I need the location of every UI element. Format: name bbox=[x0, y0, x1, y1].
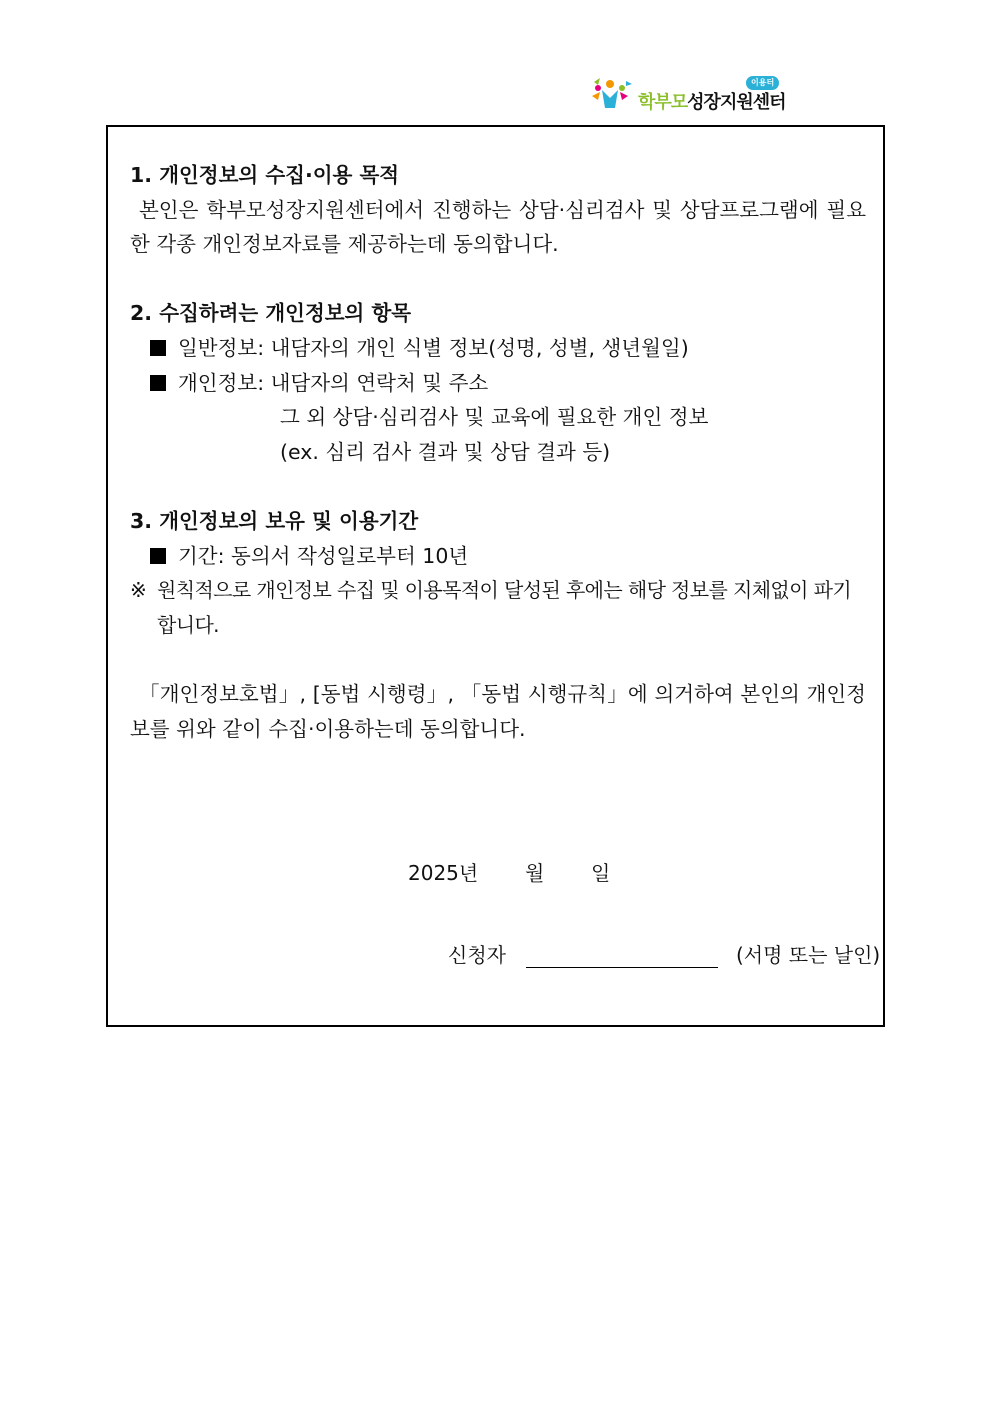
logo-text-part2: 성장지원센터 bbox=[687, 92, 786, 113]
section3-note bbox=[130, 573, 866, 642]
section2-item1-text: 일반정보: 내담자의 개인 식별 정보(성명, 성별, 생년월일) bbox=[178, 335, 689, 360]
spacer bbox=[130, 469, 866, 504]
date-day: 일 bbox=[590, 861, 611, 885]
center-logo bbox=[588, 76, 803, 118]
section2-item-general bbox=[130, 331, 866, 366]
consent-content bbox=[130, 158, 866, 746]
people-logo-icon bbox=[588, 76, 636, 116]
section1-heading: 1. 개인정보의 수집·이용 목적 bbox=[130, 163, 400, 187]
section2-heading: 2. 수집하려는 개인정보의 항목 bbox=[130, 301, 412, 326]
section2-item2-line2: 그 외 상담·심리검사 및 교육에 필요한 개인 정보 bbox=[280, 405, 709, 430]
date-month: 월 bbox=[524, 861, 545, 885]
section2-item2-text: 개인정보: 내담자의 연락처 및 주소 bbox=[178, 370, 489, 395]
section3-item1-text: 기간: 동의서 작성일로부터 10년 bbox=[178, 543, 469, 568]
signature-line bbox=[448, 939, 880, 968]
square-bullet-icon bbox=[150, 340, 166, 356]
spacer bbox=[130, 642, 866, 677]
logo-text-part1: 학부모 bbox=[638, 92, 688, 113]
signature-suffix: (서명 또는 날인) bbox=[735, 943, 881, 967]
section1-body: 본인은 학부모성장지원센터에서 진행하는 상담·심리검사 및 상담프로그램에 필요한 각종 개인정보자료를 제공하는데 동의합니다. bbox=[130, 197, 866, 257]
logo-badge: 이용터 bbox=[746, 76, 779, 90]
consent-form-box bbox=[106, 125, 885, 1027]
square-bullet-icon bbox=[150, 375, 166, 391]
spacer bbox=[130, 262, 866, 297]
logo-text bbox=[638, 88, 786, 114]
signature-field[interactable] bbox=[526, 943, 718, 968]
section2-item2-line3: (ex. 심리 검사 결과 및 상담 결과 등) bbox=[280, 439, 611, 464]
date-line bbox=[408, 857, 610, 886]
square-bullet-icon bbox=[150, 548, 166, 564]
section2-item-personal bbox=[130, 366, 866, 401]
section3-item-period bbox=[130, 539, 866, 574]
reference-mark-icon: ※ bbox=[130, 578, 147, 603]
applicant-label: 신청자 bbox=[448, 943, 506, 967]
section3-heading: 3. 개인정보의 보유 및 이용기간 bbox=[130, 508, 419, 533]
agreement-statement: 「개인정보호법」, [동법 시행령」, 「동법 시행규칙」에 의거하여 본인의 개인정보를 위와 같이 수집·이용하는데 동의합니다. bbox=[130, 681, 866, 741]
date-year: 2025년 bbox=[408, 861, 479, 885]
section3-note-text: 원칙적으로 개인정보 수집 및 이용목적이 달성된 후에는 해당 정보를 지체없이 파기합니다. bbox=[157, 578, 852, 637]
